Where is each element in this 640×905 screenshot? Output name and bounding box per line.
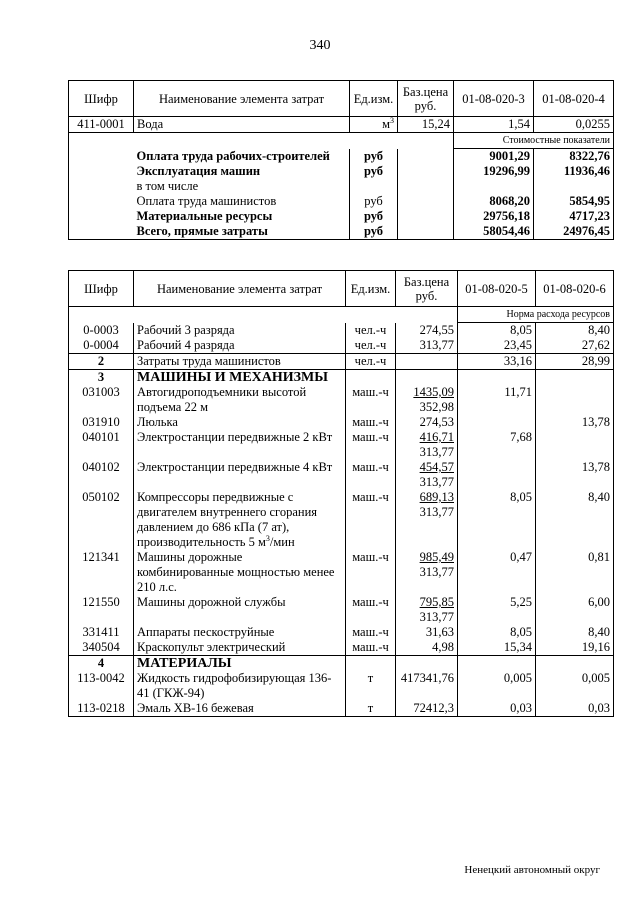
cost-value-1: 8068,20 xyxy=(454,194,534,209)
row-name-sup: 3 xyxy=(265,533,270,543)
item-code: 411-0001 xyxy=(69,117,134,133)
price-value: 454,57 xyxy=(419,460,454,474)
row-value-2: 28,99 xyxy=(536,354,614,370)
row-name-text: Жидкость гидрофобизирующая 136-41 (ГКЖ-94) xyxy=(137,671,332,700)
row-value-1: 0,47 xyxy=(458,550,536,595)
cost-value-2: 24976,45 xyxy=(534,224,614,240)
cost-name: в том числе xyxy=(136,179,199,193)
cost-value-2: 11936,46 xyxy=(534,164,614,179)
row-name-text: Рабочий 3 разряда xyxy=(137,322,235,337)
row-value-1: 8,05 xyxy=(458,323,536,339)
row-value-2 xyxy=(536,656,614,672)
header-unit: Ед.изм. xyxy=(346,271,396,307)
header-code: Шифр xyxy=(69,271,134,307)
price-value: 689,13 xyxy=(419,490,454,504)
row-price xyxy=(396,671,458,701)
row-name xyxy=(134,656,346,672)
table-row xyxy=(69,671,614,701)
cost-value-1: 9001,29 xyxy=(454,149,534,165)
price-value: 31,63 xyxy=(425,625,454,639)
item-value-2: 0,0255 xyxy=(534,117,614,133)
row-value-1 xyxy=(458,656,536,672)
cost-unit: руб xyxy=(350,149,398,165)
table-row xyxy=(69,625,614,640)
price-cell xyxy=(398,224,454,240)
row-unit: маш.-ч xyxy=(346,640,396,656)
page-number: 340 xyxy=(309,38,331,53)
price-value: 795,85 xyxy=(419,595,454,609)
row-name xyxy=(134,671,346,701)
item-price: 15,24 xyxy=(398,117,454,133)
cost-value-1: 58054,46 xyxy=(454,224,534,240)
row-unit: чел.-ч xyxy=(346,323,396,339)
row-value-1: 7,68 xyxy=(458,430,536,460)
row-code: 331411 xyxy=(69,625,134,640)
row-unit: т xyxy=(346,671,396,701)
row-name xyxy=(134,550,346,595)
row-price xyxy=(396,490,458,550)
price-machinist: 313,77 xyxy=(419,505,454,519)
cost-value-2 xyxy=(534,179,614,194)
row-code: 113-0218 xyxy=(69,701,134,717)
row-code: 040102 xyxy=(69,460,134,490)
row-code: 2 xyxy=(69,354,134,370)
row-code: 031003 xyxy=(69,385,134,415)
row-unit: т xyxy=(346,701,396,717)
row-price xyxy=(396,370,458,386)
row-name xyxy=(134,430,346,460)
row-code: 040101 xyxy=(69,430,134,460)
table-row xyxy=(69,430,614,460)
item-unit: $м^3$ xyxy=(350,117,398,133)
cost-row xyxy=(69,149,614,165)
row-unit: маш.-ч xyxy=(346,550,396,595)
row-price xyxy=(396,460,458,490)
cost-value-1: 19296,99 xyxy=(454,164,534,179)
table-row xyxy=(69,354,614,370)
header-unit: Ед.изм. xyxy=(350,81,398,117)
row-code: 121550 xyxy=(69,595,134,625)
price-cell xyxy=(398,164,454,179)
table-row xyxy=(69,490,614,550)
row-code: 0-0004 xyxy=(69,338,134,354)
code-cell xyxy=(69,224,134,240)
cost-name: Оплата труда рабочих-строителей xyxy=(136,148,330,163)
row-name-tail: /мин xyxy=(269,535,295,549)
row-name-text: МАШИНЫ И МЕХАНИЗМЫ xyxy=(137,370,329,385)
row-unit xyxy=(346,656,396,672)
price-value: 72412,3 xyxy=(413,701,454,715)
item-value-1: 1,54 xyxy=(454,117,534,133)
price-cell xyxy=(398,209,454,224)
row-name xyxy=(134,415,346,430)
row-price xyxy=(396,701,458,717)
row-code: 0-0003 xyxy=(69,323,134,339)
price-machinist: 313,77 xyxy=(419,610,454,624)
row-price xyxy=(396,385,458,415)
cost-value-2: 5854,95 xyxy=(534,194,614,209)
price-cell xyxy=(398,179,454,194)
price-cell xyxy=(398,194,454,209)
row-value-2: 8,40 xyxy=(536,625,614,640)
row-value-1: 33,16 xyxy=(458,354,536,370)
row-name xyxy=(134,460,346,490)
row-name xyxy=(134,640,346,656)
row-unit: маш.-ч xyxy=(346,490,396,550)
row-value-2: 6,00 xyxy=(536,595,614,625)
row-value-2: 8,40 xyxy=(536,323,614,339)
row-unit: маш.-ч xyxy=(346,595,396,625)
header-price: Баз.цена руб. xyxy=(398,81,454,117)
cost-unit: руб xyxy=(350,194,398,209)
row-code: 4 xyxy=(69,656,134,672)
table-row xyxy=(69,338,614,354)
section-label: Норма расхода ресурсов xyxy=(458,307,614,323)
row-value-2: 27,62 xyxy=(536,338,614,354)
cost-name: Материальные ресурсы xyxy=(136,209,273,223)
row-unit: маш.-ч xyxy=(346,430,396,460)
row-code: 340504 xyxy=(69,640,134,656)
row-unit: маш.-ч xyxy=(346,415,396,430)
price-cell xyxy=(398,149,454,165)
table-row xyxy=(69,550,614,595)
header-col-1: 01-08-020-5 xyxy=(458,271,536,307)
row-value-1: 11,71 xyxy=(458,385,536,415)
row-unit: маш.-ч xyxy=(346,625,396,640)
cost-value-1: 29756,18 xyxy=(454,209,534,224)
cost-table xyxy=(68,80,614,240)
row-name-text: Краскопульт электрический xyxy=(137,640,286,654)
row-name-text: Эмаль ХВ-16 бежевая xyxy=(137,701,254,715)
table-row xyxy=(69,117,614,133)
cost-row xyxy=(69,179,614,194)
row-name xyxy=(134,354,346,370)
section-heading-row xyxy=(69,656,614,672)
row-price xyxy=(396,656,458,672)
price-value: 4,98 xyxy=(432,640,454,654)
cost-row xyxy=(69,194,614,209)
row-name xyxy=(134,490,346,550)
row-name xyxy=(134,595,346,625)
item-name: Вода xyxy=(134,117,350,133)
row-name-text: Аппараты пескоструйные xyxy=(137,625,275,639)
row-name-text: Рабочий 4 разряда xyxy=(137,338,235,352)
table-row xyxy=(69,385,614,415)
cost-name: Всего, прямые затраты xyxy=(134,224,350,240)
row-value-2: 0,81 xyxy=(536,550,614,595)
row-value-2: 13,78 xyxy=(536,460,614,490)
table-row xyxy=(69,460,614,490)
row-price xyxy=(396,640,458,656)
row-value-1: 0,005 xyxy=(458,671,536,701)
table-row xyxy=(69,415,614,430)
row-unit: маш.-ч xyxy=(346,385,396,415)
row-value-1: 0,03 xyxy=(458,701,536,717)
price-value: 274,53 xyxy=(419,415,454,429)
row-name-text: Автогидроподъемники высотой подъема 22 м xyxy=(137,385,307,414)
row-value-1 xyxy=(458,460,536,490)
header-col-1: 01-08-020-3 xyxy=(454,81,534,117)
row-unit: маш.-ч xyxy=(346,460,396,490)
row-value-1: 8,05 xyxy=(458,490,536,550)
row-price xyxy=(396,354,458,370)
code-cell xyxy=(69,194,134,209)
cost-value-1 xyxy=(454,179,534,194)
price-value: 274,55 xyxy=(419,322,454,337)
price-value: 416,71 xyxy=(419,430,454,444)
row-value-2: 0,03 xyxy=(536,701,614,717)
header-name: Наименование элемента затрат xyxy=(134,271,346,307)
row-value-2 xyxy=(536,430,614,460)
price-value: 417341,76 xyxy=(400,671,454,685)
footer-region: Ненецкий автономный округ xyxy=(464,864,600,876)
row-value-1: 15,34 xyxy=(458,640,536,656)
row-unit: чел.-ч xyxy=(346,354,396,370)
row-name-text: МАТЕРИАЛЫ xyxy=(137,656,232,671)
price-machinist: 352,98 xyxy=(419,400,454,414)
header-col-2: 01-08-020-4 xyxy=(534,81,614,117)
header-col-2: 01-08-020-6 xyxy=(536,271,614,307)
row-price xyxy=(396,595,458,625)
header-price: Баз.цена руб. xyxy=(396,271,458,307)
row-value-1 xyxy=(458,415,536,430)
price-value: 985,49 xyxy=(419,550,454,564)
table-row xyxy=(69,640,614,656)
section-heading-row xyxy=(69,370,614,386)
table-row xyxy=(69,595,614,625)
row-value-1: 5,25 xyxy=(458,595,536,625)
row-name-text: Электростанции передвижные 4 кВт xyxy=(137,460,333,474)
row-value-2: 13,78 xyxy=(536,415,614,430)
row-price xyxy=(396,625,458,640)
resource-table xyxy=(68,270,614,717)
cost-value-2: 8322,76 xyxy=(534,149,614,165)
row-name xyxy=(134,701,346,717)
row-value-2: 0,005 xyxy=(536,671,614,701)
row-code: 113-0042 xyxy=(69,671,134,701)
section-label: Стоимостные показатели xyxy=(454,133,614,149)
cost-unit: руб xyxy=(350,164,398,179)
row-name-text: Машины дорожные комбинированные мощностью менее 210 л.с. xyxy=(137,550,335,594)
code-cell xyxy=(69,179,134,194)
header-code: Шифр xyxy=(69,81,134,117)
row-name-text: Компрессоры передвижные с двигателем внутреннего сгорания давлением до 686 кПа (7 ат), производительность 5 м xyxy=(137,490,318,549)
row-value-1: 23,45 xyxy=(458,338,536,354)
row-name-text: Люлька xyxy=(137,415,178,429)
row-price xyxy=(396,415,458,430)
row-unit: чел.-ч xyxy=(346,338,396,354)
row-name xyxy=(134,323,346,339)
cost-name: Оплата труда машинистов xyxy=(136,194,277,208)
price-value: 1435,09 xyxy=(413,385,454,399)
row-unit xyxy=(346,370,396,386)
row-value-1: 8,05 xyxy=(458,625,536,640)
code-cell xyxy=(69,164,134,179)
row-value-2 xyxy=(536,385,614,415)
row-name xyxy=(134,338,346,354)
code-cell xyxy=(69,149,134,165)
row-name xyxy=(134,385,346,415)
row-price xyxy=(396,430,458,460)
row-value-2: 19,16 xyxy=(536,640,614,656)
price-value: 313,77 xyxy=(419,338,454,352)
row-code: 031910 xyxy=(69,415,134,430)
cost-value-2: 4717,23 xyxy=(534,209,614,224)
header-name: Наименование элемента затрат xyxy=(134,81,350,117)
price-machinist: 313,77 xyxy=(419,445,454,459)
cost-row xyxy=(69,224,614,240)
row-name xyxy=(134,625,346,640)
price-machinist: 313,77 xyxy=(419,565,454,579)
cost-unit: руб xyxy=(350,224,398,240)
row-name-text: Машины дорожной службы xyxy=(137,595,286,609)
row-price xyxy=(396,338,458,354)
row-value-1 xyxy=(458,370,536,386)
cost-row xyxy=(69,209,614,224)
table-row xyxy=(69,701,614,717)
price-machinist: 313,77 xyxy=(419,475,454,489)
row-price xyxy=(396,323,458,339)
table-row xyxy=(69,323,614,339)
cost-name: Эксплуатация машин xyxy=(136,164,261,178)
code-cell xyxy=(69,209,134,224)
cost-row xyxy=(69,164,614,179)
row-value-2 xyxy=(536,370,614,386)
row-code: 050102 xyxy=(69,490,134,550)
cost-unit xyxy=(350,179,398,194)
cost-unit: руб xyxy=(350,209,398,224)
row-price xyxy=(396,550,458,595)
row-name-text: Электростанции передвижные 2 кВт xyxy=(137,430,333,444)
row-name-text: Затраты труда машинистов xyxy=(137,354,281,368)
row-name xyxy=(134,370,346,386)
row-value-2: 8,40 xyxy=(536,490,614,550)
row-code: 3 xyxy=(69,370,134,386)
row-code: 121341 xyxy=(69,550,134,595)
